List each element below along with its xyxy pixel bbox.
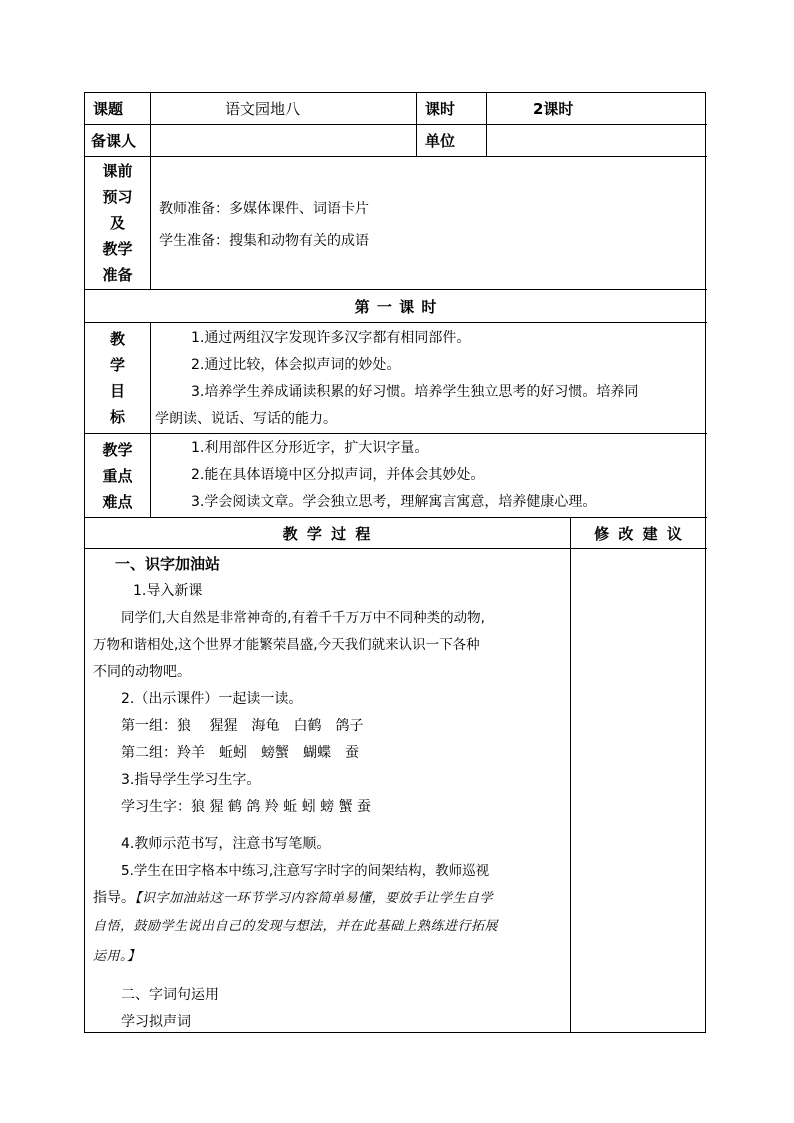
teaching-note: 自悟，鼓励学生说出自己的发现与想法，并在此基础上熟练进行拓展 (93, 919, 499, 934)
preparer-label: 备课人 (85, 125, 151, 157)
word-group-1: 第一组：狼 猩猩 海龟 白鹤 鸽子 (121, 718, 364, 734)
word-group-2: 第二组：羚羊 蚯蚓 螃蟹 蝴蝶 蚕 (121, 745, 359, 761)
intro-paragraph: 同学们,大自然是非常神奇的,有着千千万万中不同种类的动物, (121, 610, 485, 626)
sub-onomatopoeia: 学习拟声词 (121, 1014, 191, 1030)
lesson-plan-page (84, 92, 706, 1033)
process-header: 教 学 过 程 (85, 518, 571, 549)
teaching-note: 【识字加油站这一环节学习内容简单易懂，要放手让学生自学 (135, 891, 494, 906)
keypoint-line: 3.学会阅读文章。学会独立思考，理解寓言寓意，培养健康心理。 (191, 494, 597, 510)
keypoint-line: 2.能在具体语境中区分拟声词，并体会其妙处。 (191, 467, 485, 483)
topic-value: 语文园地八 (151, 93, 417, 125)
teacher-prep: 教师准备：多媒体课件、词语卡片 (159, 201, 369, 217)
objective-line: 1.通过两组汉字发现许多汉字都有相同部件。 (191, 330, 471, 346)
heading-literacy: 一、识字加油站 (115, 555, 221, 573)
new-characters: 学习生字：狼 猩 鹤 鸽 羚 蚯 蚓 螃 蟹 蚕 (121, 799, 372, 815)
student-prep: 学生准备：搜集和动物有关的成语 (159, 233, 369, 249)
objective-line: 2.通过比较，体会拟声词的妙处。 (191, 357, 401, 373)
suggestion-header: 修 改 建 议 (571, 518, 707, 549)
step-practice: 5.学生在田字格本中练习,注意写字时字的间架结构，教师巡视 (121, 863, 490, 879)
objective-line: 学朗读、说话、写话的能力。 (155, 411, 337, 427)
objective-line: 3.培养学生养成诵读积累的好习惯。培养学生独立思考的好习惯。培养同 (191, 384, 639, 400)
heading-word-use: 二、字词句运用 (121, 987, 219, 1003)
unit-value (487, 125, 707, 157)
hours-label: 课时 (417, 93, 487, 125)
step-guide: 3.指导学生学习生字。 (121, 772, 261, 788)
prep-label: 课前 预习 及 教学 准备 (85, 157, 151, 290)
objectives-content (151, 323, 707, 434)
prep-content (151, 157, 707, 290)
intro-paragraph: 不同的动物吧。 (93, 664, 191, 680)
step-demo: 4.教师示范书写，注意书写笔顺。 (121, 836, 331, 852)
hours-value: 2课时 (487, 93, 707, 125)
preparer-value (151, 125, 417, 157)
unit-label: 单位 (417, 125, 487, 157)
step-practice-cont: 指导。【识字加油站这一环节学习内容简单易懂，要放手让学生自学 (93, 890, 494, 906)
teaching-note: 运用。】 (93, 949, 141, 964)
process-content (85, 549, 571, 1032)
suggestion-content (571, 549, 707, 1032)
topic-label: 课题 (85, 93, 151, 125)
intro-paragraph: 万物和谐相处,这个世界才能繁荣昌盛,今天我们就来认识一下各种 (93, 637, 480, 653)
step-read: 2.（出示课件）一起读一读。 (121, 691, 303, 707)
keypoints-label: 教学 重点 难点 (85, 434, 151, 518)
step-intro: 1.导入新课 (133, 583, 203, 599)
lesson-plan-table (84, 92, 706, 1033)
section-title: 第 一 课 时 (85, 290, 707, 323)
keypoint-line: 1.利用部件区分形近字，扩大识字量。 (191, 440, 429, 456)
objectives-label: 教 学 目 标 (85, 323, 151, 434)
keypoints-content (151, 434, 707, 518)
